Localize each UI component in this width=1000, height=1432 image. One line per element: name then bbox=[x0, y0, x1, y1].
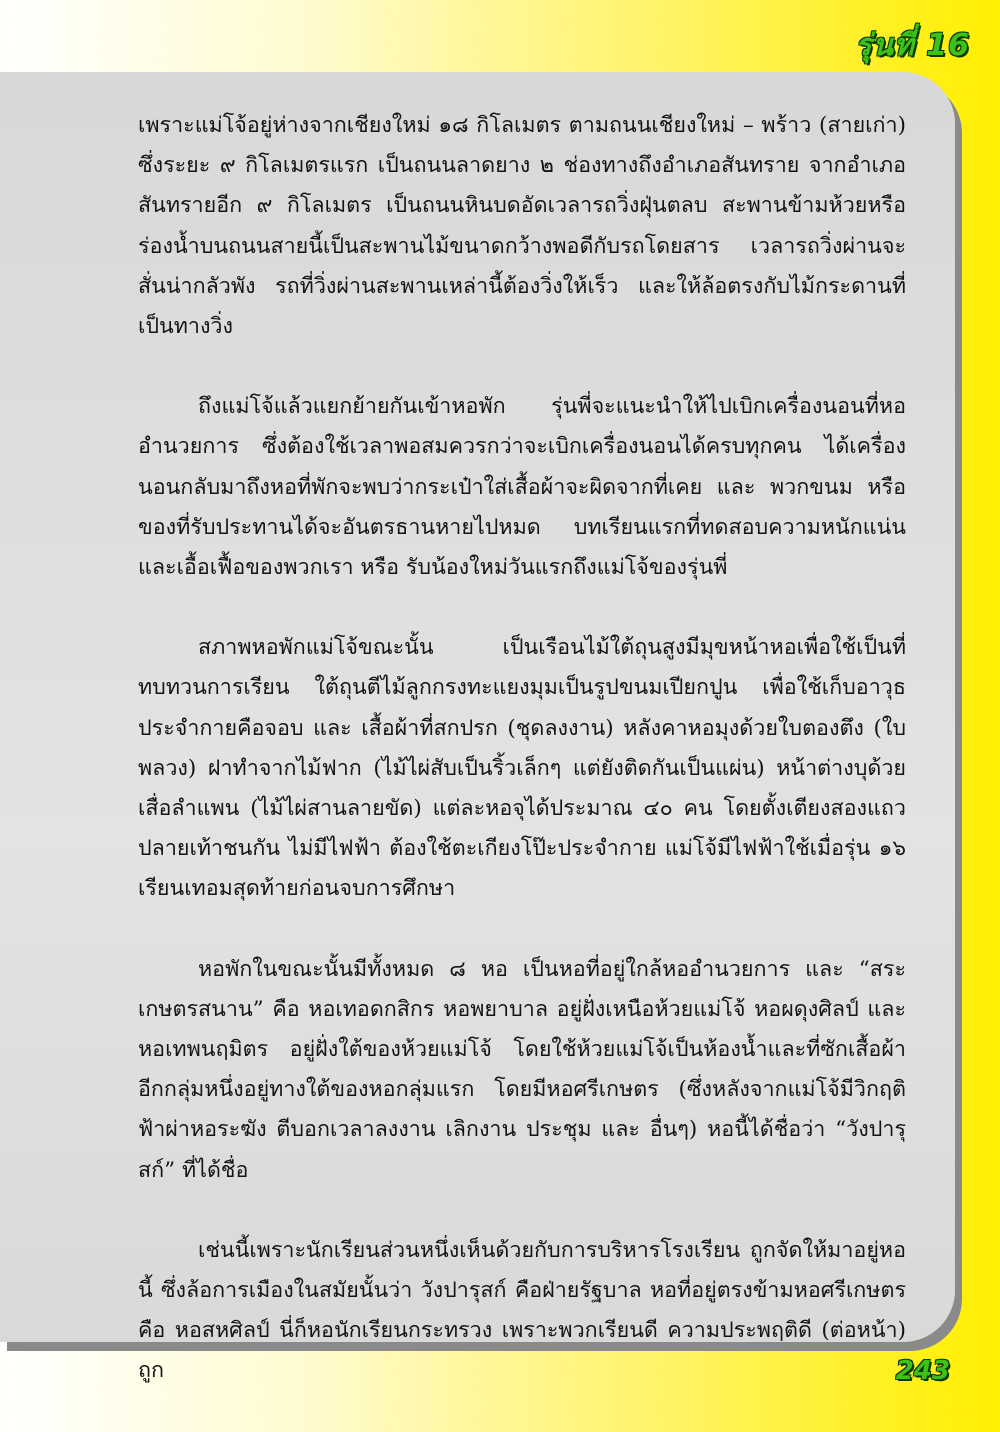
page-number: 243 bbox=[895, 1356, 950, 1386]
paragraph-2: ถึงแม่โจ้แล้วแยกย้ายกันเข้าหอพัก รุ่นพี่จะแนะนำให้ไปเบิกเครื่องนอนที่หออำนวยการ ซึ่งต้องใช้เวลาพอสมควรกว่าจะเบิกเครื่องนอนได้ครบทุกคน ได้เครื่องนอนกลับมาถึงหอที่พักจะพบว่ากระเป๋าใส่เสื้อผ้าจะผิดจากที่เคย และ พวกขนม หรือ ของที่รับประทานได้จะอันตรธานหายไปหมด บทเรียนแรกที่ทดสอบความหนักแน่นและเอื้อเฟื้อของพวกเรา หรือ รับน้องใหม่วันแรกถึงแม่โจ้ของรุ่นพี่ bbox=[138, 394, 906, 581]
paragraph-5: เช่นนี้เพราะนักเรียนส่วนหนึ่งเห็นด้วยกับการบริหารโรงเรียน ถูกจัดให้มาอยู่หอนี้ ซึ่งล้อการเมืองในสมัยนั้นว่า วังปารุสก์ คือฝ่ายรัฐบาล หอที่อยู่ตรงข้ามหอศรีเกษตร คือ หอสหศิลป์ นี่ก็หอนักเรียนกระทรวง เพราะพวกเรียนดี ความประพฤติดี (ต่อหน้า) ถูก bbox=[138, 1237, 906, 1384]
paragraph-1: เพราะแม่โจ้อยู่ห่างจากเชียงใหม่ ๑๘ กิโลเมตร ตามถนนเชียงใหม่ – พร้าว (สายเก่า) ซึ่งระยะ ๙ กิโลเมตรแรก เป็นถนนลาดยาง ๒ ช่องทางถึงอำเภอสันทราย จากอำเภอสันทรายอีก ๙ กิโลเมตร เป็นถนนหินบดอัดเวลารถวิ่งฝุ่นตลบ สะพานข้ามห้วยหรือร่องน้ำบนถนนสายนี้เป็นสะพานไม้ขนาดกว้างพอดีกับรถโดยสาร เวลารถวิ่งผ่านจะสั่นน่ากลัวพัง รถที่วิ่งผ่านสะพานเหล่านี้ต้องวิ่งให้เร็ว และให้ล้อตรงกับไม้กระดานที่เป็นทางวิ่ง bbox=[138, 113, 906, 340]
paragraph-3: สภาพหอพักแม่โจ้ขณะนั้น เป็นเรือนไม้ใต้ถุนสูงมีมุขหน้าหอเพื่อใช้เป็นที่ทบทวนการเรียน ใต้ถุนตีไม้ลูกกรงทะแยงมุมเป็นรูปขนมเปียกปูน เพื่อใช้เก็บอาวุธประจำกายคือจอบ และ เสื้อผ้าที่สกปรก (ชุดลงงาน) หลังคาหอมุงด้วยใบตองตึง (ใบพลวง) ฝาทำจากไม้ฟาก (ไม้ไผ่สับเป็นริ้วเล็กๆ แต่ยังติดกันเป็นแผ่น) หน้าต่างบุด้วยเสื่อลำแพน (ไม้ไผ่สานลายขัด) แต่ละหอจุได้ประมาณ ๔๐ คน โดยตั้งเตียงสองแถว ปลายเท้าชนกัน ไม่มีไฟฟ้า ต้องใช้ตะเกียงโป๊ะประจำกาย แม่โจ้มีไฟฟ้าใช้เมื่อรุ่น ๑๖ เรียนเทอมสุดท้ายก่อนจบการศึกษา bbox=[138, 635, 906, 902]
paragraph-4: หอพักในขณะนั้นมีทั้งหมด ๘ หอ เป็นหอที่อยู่ใกล้หออำนวยการ และ “สระเกษตรสนาน” คือ หอเทอดกสิกร หอพยาบาล อยู่ฝั่งเหนือห้วยแม่โจ้ หอผดุงศิลป์ และ หอเทพนฤมิตร อยู่ฝั่งใต้ของห้วยแม่โจ้ โดยใช้ห้วยแม่โจ้เป็นห้องน้ำและที่ซักเสื้อผ้า อีกกลุ่มหนึ่งอยู่ทางใต้ของหอกลุ่มแรก โดยมีหอศรีเกษตร (ซึ่งหลังจากแม่โจ้มีวิกฤติฟ้าผ่าหอระฆัง ตีบอกเวลาลงงาน เลิกงาน ประชุม และ อื่นๆ) หอนี้ได้ชื่อว่า “วังปารุสก์” ที่ได้ชื่อ bbox=[138, 956, 906, 1183]
document-body bbox=[138, 106, 906, 1432]
series-label: รุ่นที่ 16 bbox=[855, 28, 970, 63]
